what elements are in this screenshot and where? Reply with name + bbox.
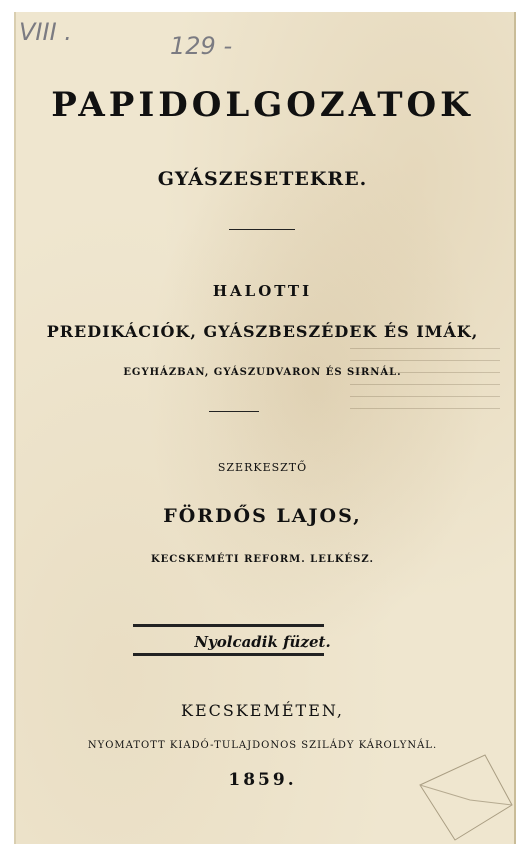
imprint-place: KECSKEMÉTEN, (181, 701, 344, 720)
volume-label: Nyolcadik füzet. (194, 633, 331, 651)
editor-label: SZERKESZTŐ (217, 461, 308, 474)
handwritten-shelfmark: VIII . (19, 18, 72, 46)
main-title: PAPIDOLGOZATOK (51, 85, 474, 125)
editor-name: FÖRDŐS LAJOS, (163, 505, 362, 527)
handwritten-number: 129 - (170, 32, 233, 60)
imprint-printer: NYOMATOTT KIADÓ-TULAJDONOS SZILÁDY KÁROLYNÁL. (87, 740, 438, 751)
divider-1 (229, 229, 295, 230)
divider-2 (209, 411, 259, 412)
show-through-text (350, 348, 500, 448)
description-line-2: PREDIKÁCIÓK, GYÁSZBESZÉDEK ÉS IMÁK, (46, 322, 479, 341)
volume-top-rule (133, 624, 324, 627)
volume-bottom-rule (133, 653, 324, 656)
description-line-3: EGYHÁZBAN, GYÁSZUDVARON ÉS SIRNÁL. (123, 367, 402, 378)
subtitle: GYÁSZESETEKRE. (157, 168, 368, 190)
editor-role: KECSKEMÉTI REFORM. LELKÉSZ. (150, 554, 374, 565)
description-line-1: HALOTTI (212, 282, 313, 300)
page-corner-fold (415, 750, 515, 844)
imprint-year: 1859. (228, 770, 297, 790)
